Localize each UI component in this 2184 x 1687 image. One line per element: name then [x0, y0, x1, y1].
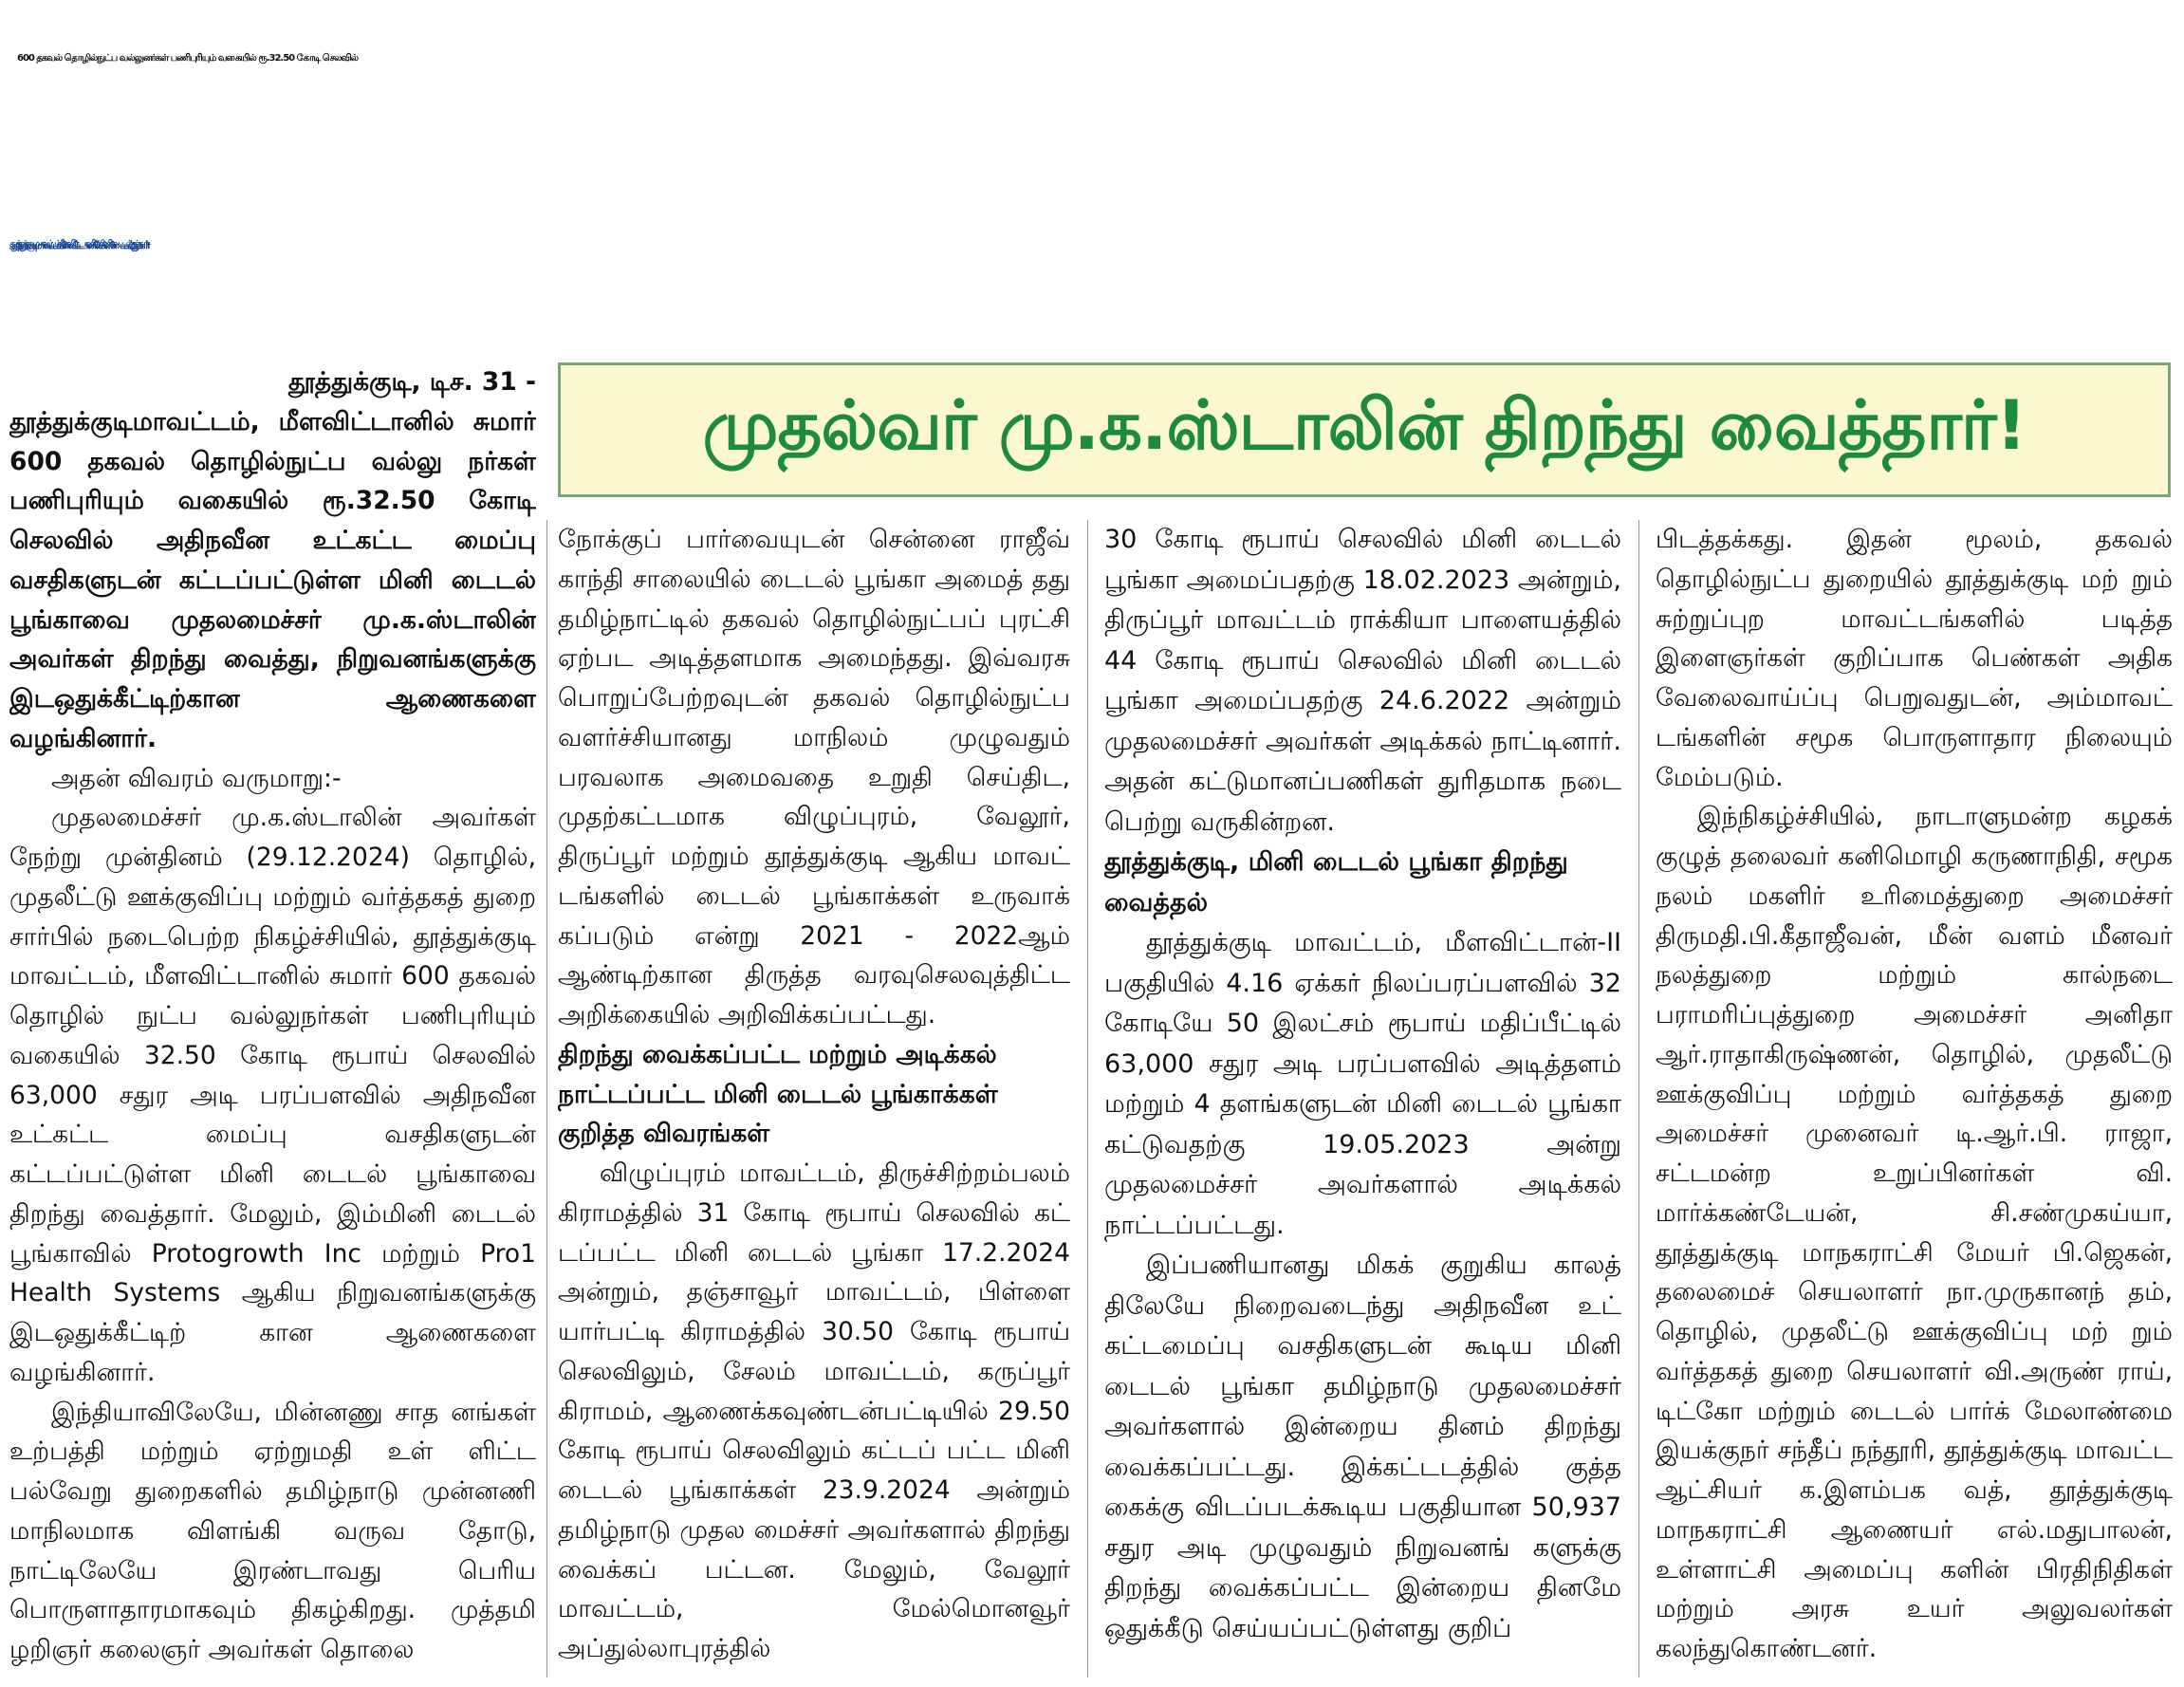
- paragraph: 30 கோடி ரூபாய் செலவில் மினி டைடல் பூங்கா அமைப்பதற்கு 18.02.2023 அன்றும், திருப்பூர் மாவட்டம் ராக்கியா பாளையத்தில் 44 கோடி ரூபாய் செலவில் மினி டைடல் பூங்கா அமைப்பதற்கு 24.6.2022 அன்றும் முதலமைச்சர் அவர்கள் அடிக்கல் நாட்டினார். அதன் கட்டுமானப்பணிகள் துரிதமாக நடை பெற்று வருகின்றன.: [1104, 525, 1621, 837]
- column-divider: [1087, 520, 1088, 1678]
- paragraph: நோக்குப் பார்வையுடன் சென்னை ராஜீவ் காந்தி சாலையில் டைடல் பூங்கா அமைத் தது தமிழ்நாட்டில் தகவல் தொழில்நுட்பப் புரட்சி ஏற்பட அடித்தளமாக அமைந்தது. இவ்வரசு பொறுப்பேற்றவுடன் தகவல் தொழில்நுட்ப வளர்ச்சியானது மாநிலம் முழுவதும் பரவலாக அமைவதை உறுதி செய்திட, முதற்கட்டமாக விழுப்புரம், வேலூர், திருப்பூர் மற்றும் தூத்துக்குடி ஆகிய மாவட் டங்களில் டைடல் பூங்காக்கள் உருவாக் கப்படும் என்று 2021 - 2022ஆம் ஆண்டிற்கான திருத்த வரவுசெலவுத்திட்ட அறிக்கையில் அறிவிக்கப்பட்டது.: [558, 525, 1070, 1029]
- dateline: தூத்துக்குடி, டிச. 31 -: [287, 367, 536, 397]
- section-subheading: திறந்து வைக்கப்பட்ட மற்றும் அடிக்கல் நாட்டப்பட்ட மினி டைடல் பூங்காக்கள் குறித்த விவரங்கள்: [558, 1039, 998, 1149]
- paragraph: பிடத்தக்கது. இதன் மூலம், தகவல் தொழில்நுட்ப துறையில் தூத்துக்குடி மற் றும் சுற்றுப்புற மாவட்டங்களில் படித்த இளைஞர்கள் குறிப்பாக பெண்கள் அதிக வேலைவாய்ப்பு பெறுவதுடன், அம்மாவட் டங்களின் சமூக பொருளாதார நிலையும் மேம்படும்.: [1656, 525, 2173, 792]
- article-column-2: [558, 520, 1070, 1681]
- column-divider: [546, 520, 547, 1678]
- paragraph: இந்தியாவிலேயே, மின்னணு சாத னங்கள் உற்பத்தி மற்றும் ஏற்றுமதி உள் ளிட்ட பல்வேறு துறைகளில் தமிழ்நாடு முன்னணி மாநிலமாக விளங்கி வருவ தோடு, நாட்டிலேயே இரண்டாவது பெரிய பொருளாதாரமாகவும் திகழ்கிறது. முத்தமி ழறிஞர் கலைஞர் அவர்கள் தொலை: [9, 1397, 536, 1664]
- paragraph: அதன் விவரம் வருமாறு:-: [51, 763, 342, 793]
- paragraph: முதலமைச்சர் மு.க.ஸ்டாலின் அவர்கள் நேற்று முன்தினம் (29.12.2024) தொழில், முதலீட்டு ஊக்குவிப்பு மற்றும் வர்த்தகத் துறை சார்பில் நடைபெற்ற நிகழ்ச்சியில், தூத்துக்குடி மாவட்டம், மீளவிட்டானில் சுமார் 600 தகவல் தொழில் நுட்ப வல்லுநர்கள் பணிபுரியும் வகையில் 32.50 கோடி ரூபாய் செலவில் 63,000 சதுர அடி பரப்பளவில் அதிநவீன உட்கட்ட மைப்பு வசதிகளுடன் கட்டப்பட்டுள்ள மினி டைடல் பூங்காவை திறந்து வைத்தார். மேலும், இம்மினி டைடல் பூங்காவில் Protogrowth Inc மற்றும் Pro1 Health Systems ஆகிய நிறுவனங்களுக்கு இடஒதுக்கீட்டிற் கான ஆணைகளை வழங்கினார்.: [9, 803, 536, 1387]
- article-column-3: [1104, 520, 1621, 1681]
- headline: தூத்துக்குடி மாவட்டம் - மீளவிட்டானில் ‘மினி டைடல்’ பூங்கா!: [9, 239, 146, 250]
- paragraph: இப்பணியானது மிகக் குறுகிய காலத் திலேயே நிறைவடைந்து அதிநவீன உட் கட்டமைப்பு வசதிகளுடன் கூடிய மினி டைடல் பூங்கா தமிழ்நாடு முதலமைச்சர் அவர்களால் இன்றைய தினம் திறந்து வைக்கப்பட்டது. இக்கட்டடத்தில் குத்த கைக்கு விடப்படக்கூடிய பகுதியான 50,937 சதுர அடி முழுவதும் நிறுவனங் களுக்கு திறந்து வைக்கப்பட்ட இன்றைய தினமே ஒதுக்கீடு செய்யப்பட்டுள்ளது குறிப்: [1104, 1251, 1621, 1643]
- lead-paragraph: தூத்துக்குடிமாவட்டம், மீளவிட்டானில் சுமார் 600 தகவல் தொழில்நுட்ப வல்லு நர்கள் பணிபுரியும் வகையில் ரூ.32.50 கோடி செலவில் அதிநவீன உட்கட்ட மைப்பு வசதிகளுடன் கட்டப்பட்டுள்ள மினி டைடல் பூங்காவை முதலமைச்சர் மு.க.ஸ்டாலின் அவர்கள் திறந்து வைத்து, நிறுவனங்களுக்கு இடஒதுக்கீட்டிற்கான ஆணைகளை வழங்கினார்.: [9, 406, 536, 753]
- paragraph: இந்நிகழ்ச்சியில், நாடாளுமன்ற கழகக் குழுத் தலைவர் கனிமொழி கருணாநிதி, சமூக நலம் மகளிர் உரிமைத்துறை அமைச்சர் திருமதி.பி.கீதாஜீவன், மீன் வளம் மீனவர் நலத்துறை மற்றும் கால்நடை பராமரிப்புத்துறை அமைச்சர் அனிதா ஆர்.ராதாகிருஷ்ணன், தொழில், முதலீட்டு ஊக்குவிப்பு மற்றும் வர்த்தகத் துறை அமைச்சர் முனைவர் டி.ஆர்.பி. ராஜா, சட்டமன்ற உறுப்பினர்கள் வி. மார்க்கண்டேயன், சி.சண்முகய்யா, தூத்துக்குடி மாநகராட்சி மேயர் பி.ஜெகன், தலைமைச் செயலாளர் நா.முருகானந் தம், தொழில், முதலீட்டு ஊக்குவிப்பு மற் றும் வர்த்தகத் துறை செயலாளர் வி.அருண் ராய், டிட்கோ மற்றும் டைடல் பார்க் மேலாண்மை இயக்குநர் சந்தீப் நந்தூரி, தூத்துக்குடி மாவட்ட ஆட்சியர் க.இளம்பக வத், தூத்துக்குடி மாநகராட்சி ஆணையர் எல்.மதுபாலன், உள்ளாட்சி அமைப்பு களின் பிரதிநிதிகள் மற்றும் அரசு உயர் அலுவலர்கள் கலந்துகொண்டனர்.: [1656, 802, 2173, 1663]
- article-column-4: [1656, 520, 2173, 1681]
- kicker-line: 600 தகவல் தொழில்நுட்ப வல்லுனர்கள் பணிபுரியும் வகையில் ரூ.32.50 கோடி செலவில்: [17, 53, 359, 64]
- article-column-1: [9, 362, 536, 1681]
- subheadline-box: [558, 362, 2171, 497]
- subheadline: முதல்வர் மு.க.ஸ்டாலின் திறந்து வைத்தார்!: [702, 385, 2027, 465]
- section-subheading: தூத்துக்குடி, மினி டைடல் பூங்கா திறந்து வைத்தல்: [1104, 847, 1568, 918]
- column-divider: [1638, 520, 1639, 1678]
- paragraph: விழுப்புரம் மாவட்டம், திருச்சிற்றம்பலம் கிராமத்தில் 31 கோடி ரூபாய் செலவில் கட் டப்பட்ட மினி டைடல் பூங்கா 17.2.2024 அன்றும், தஞ்சாவூர் மாவட்டம், பிள்ளை யார்பட்டி கிராமத்தில் 30.50 கோடி ரூபாய் செலவிலும், சேலம் மாவட்டம், கருப்பூர் கிராமம், ஆணைக்கவுண்டன்பட்டியில் 29.50 கோடி ரூபாய் செலவிலும் கட்டப் பட்ட மினி டைடல் பூங்காக்கள் 23.9.2024 அன்றும் தமிழ்நாடு முதல மைச்சர் அவர்களால் திறந்து வைக்கப் பட்டன. மேலும், வேலூர் மாவட்டம், மேல்மொனவூர் அப்துல்லாபுரத்தில்: [558, 1159, 1070, 1663]
- paragraph: தூத்துக்குடி மாவட்டம், மீளவிட்டான்-II பகுதியில் 4.16 ஏக்கர் நிலப்பரப்பளவில் 32 கோடியே 50 இலட்சம் ரூபாய் மதிப்பீட்டில் 63,000 சதுர அடி பரப்பளவில் அடித்தளம் மற்றும் 4 தளங்களுடன் மினி டைடல் பூங்கா கட்டுவதற்கு 19.05.2023 அன்று முதலமைச்சர் அவர்களால் அடிக்கல் நாட்டப்பட்டது.: [1104, 928, 1621, 1240]
